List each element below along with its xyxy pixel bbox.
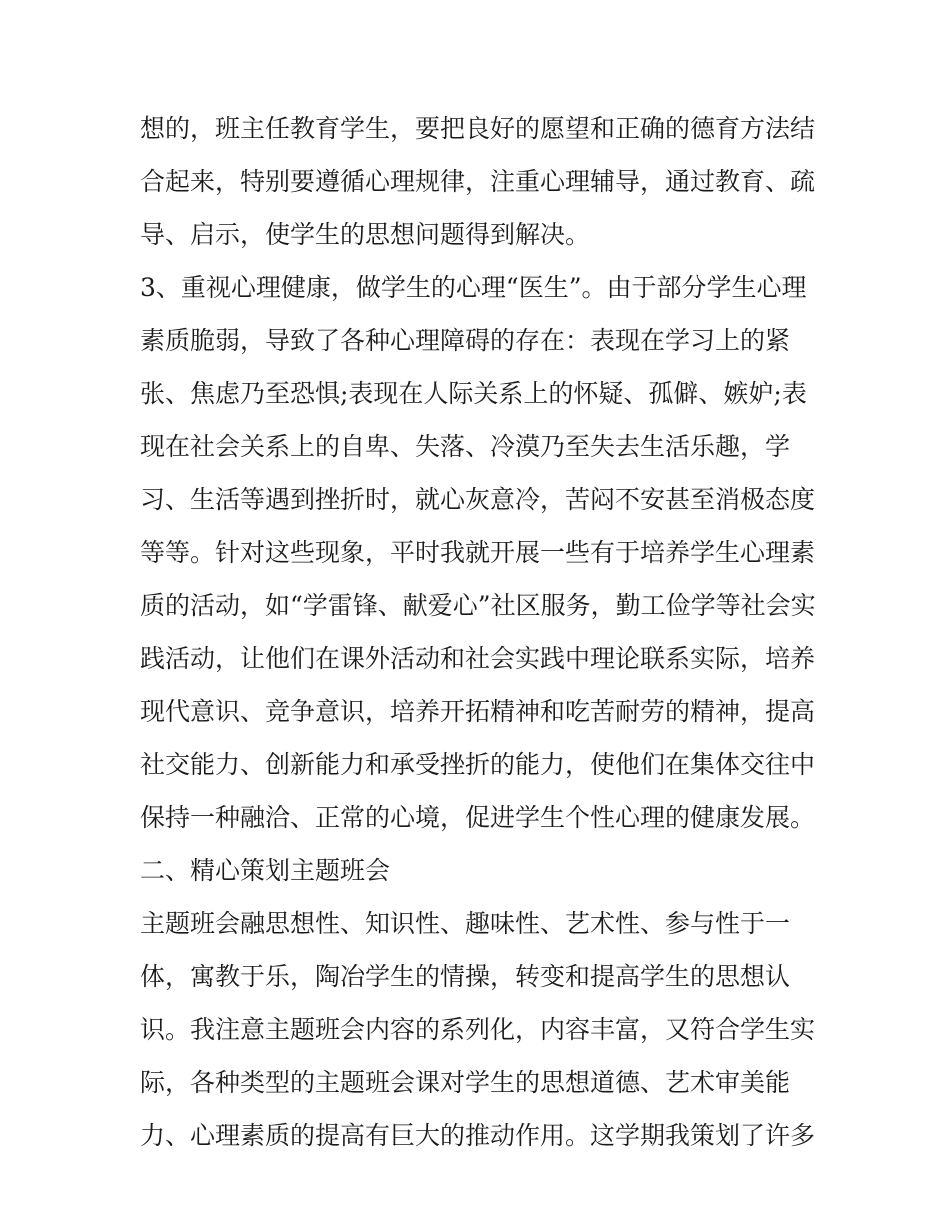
text-line: 质的活动，如“学雷锋、献爱心”社区服务，勤工俭学等社会实: [140, 591, 816, 620]
text-line: 想的，班主任教育学生，要把良好的愿望和正确的德育方法结: [140, 114, 816, 143]
text-line: 现代意识、竞争意识，培养开拓精神和吃苦耐劳的精神，提高: [140, 697, 816, 726]
text-line: 保持一种融洽、正常的心境，促进学生个性心理的健康发展。: [140, 803, 816, 832]
text-line: 素质脆弱，导致了各种心理障碍的存在：表现在学习上的紧: [140, 326, 791, 355]
section-heading: 二、精心策划主题班会: [140, 856, 391, 885]
body-text: [140, 102, 820, 1162]
text-line: 合起来，特别要遵循心理规律，注重心理辅导，通过教育、疏: [140, 167, 816, 196]
text-line: 力、心理素质的提高有巨大的推动作用。这学期我策划了许多: [140, 1121, 816, 1150]
text-line: 际，各种类型的主题班会课对学生的思想道德、艺术审美能: [140, 1068, 791, 1097]
text-line: 习、生活等遇到挫折时，就心灰意冷，苦闷不安甚至消极态度: [140, 485, 816, 514]
text-line: 识。我注意主题班会内容的系列化，内容丰富，又符合学生实: [140, 1015, 816, 1044]
text-line: 社交能力、创新能力和承受挫折的能力，使他们在集体交往中: [140, 750, 816, 779]
text-line: 主题班会融思想性、知识性、趣味性、艺术性、参与性于一: [140, 909, 791, 938]
text-line: 践活动，让他们在课外活动和社会实践中理论联系实际，培养: [140, 644, 816, 673]
text-line: 等等。针对这些现象，平时我就开展一些有于培养学生心理素: [140, 538, 816, 567]
text-line: 导、启示，使学生的思想问题得到解决。: [140, 220, 591, 249]
text-line: 3、重视心理健康，做学生的心理“医生”。由于部分学生心理: [140, 273, 807, 302]
text-line: 张、焦虑乃至恐惧;表现在人际关系上的怀疑、孤僻、嫉妒;表: [140, 379, 807, 408]
text-line: 现在社会关系上的自卑、失落、冷漠乃至失去生活乐趣，学: [140, 432, 791, 461]
text-line: 体，寓教于乐，陶冶学生的情操，转变和提高学生的思想认: [140, 962, 791, 991]
